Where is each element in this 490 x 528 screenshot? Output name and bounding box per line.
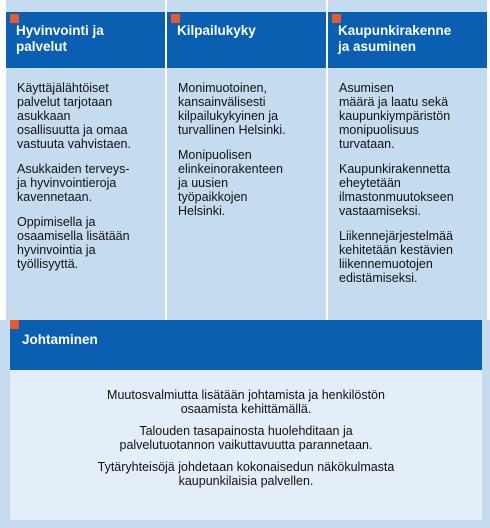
column-kaupunkirakenne <box>328 0 487 320</box>
text-line: työllisyyttä. <box>17 257 79 271</box>
orange-marker-icon <box>10 320 19 329</box>
text-line: kaupunkiympäristön <box>339 109 451 123</box>
text-line: Käyttäjälähtöiset <box>17 81 109 95</box>
orange-marker-icon <box>10 14 19 23</box>
section-paragraph <box>40 424 452 452</box>
column-paragraph <box>339 229 481 285</box>
column-body <box>6 68 165 282</box>
column-header <box>328 12 487 68</box>
column-paragraph <box>178 81 320 137</box>
column-paragraph <box>17 81 159 151</box>
text-line: Oppimisella ja <box>17 215 96 229</box>
text-line: kilpailukykyinen ja <box>178 109 279 123</box>
text-line: Talouden tasapainosta huolehditaan ja <box>139 424 353 438</box>
text-line: osaamista kehittämällä. <box>180 402 312 416</box>
column-kilpailukyky <box>167 0 326 320</box>
text-line: Asumisen <box>339 81 394 95</box>
orange-marker-icon <box>332 14 341 23</box>
text-line: Helsinki. <box>178 204 226 218</box>
column-title-line: palvelut <box>16 39 68 54</box>
text-line: palvelut tarjotaan <box>17 95 113 109</box>
text-line: Monipuolisen <box>178 148 252 162</box>
text-line: kavennetaan. <box>17 190 93 204</box>
text-line: ja uusien <box>178 176 229 190</box>
text-line: turvallinen Helsinki. <box>178 123 286 137</box>
text-line: Tytäryhteisöjä johdetaan kokonaisedun näkökulmasta <box>97 460 395 474</box>
text-line: määrä ja laatu sekä <box>339 95 449 109</box>
column-body <box>167 68 326 229</box>
text-line: turvataan. <box>339 137 395 151</box>
column-paragraph <box>339 162 481 218</box>
text-line: vastaamiseksi. <box>339 204 421 218</box>
text-line: Muutosvalmiutta lisätään johtamista ja henkilöstön <box>107 388 385 402</box>
column-title-line: Hyvinvointi ja <box>16 23 104 38</box>
text-line: osallisuutta ja omaa <box>17 123 128 137</box>
text-line: osaamisella lisätään <box>17 229 130 243</box>
text-line: edistämiseksi. <box>339 271 418 285</box>
column-title-line: Kaupunkirakenne <box>338 23 452 38</box>
column-paragraph <box>17 162 159 204</box>
text-line: ja hyvinvointieroja <box>17 176 117 190</box>
text-line: hyvinvointia ja <box>17 243 96 257</box>
column-header <box>6 12 165 68</box>
text-line: palvelutuotannon vaikuttavuutta parannetaan. <box>119 438 373 452</box>
section-johtaminen <box>0 320 490 528</box>
section-title: Johtaminen <box>22 332 98 347</box>
text-line: asukkaan <box>17 109 71 123</box>
text-line: Kaupunkirakennetta <box>339 162 451 176</box>
column-title-line: Kilpailukyky <box>177 23 256 38</box>
text-line: Monimuotoinen, <box>178 81 267 95</box>
column-body <box>328 68 487 296</box>
text-line: vastuuta vahvistaen. <box>17 137 131 151</box>
text-line: kansainvälisesti <box>178 95 266 109</box>
column-paragraph <box>339 81 481 151</box>
column-paragraph <box>17 215 159 271</box>
text-line: kehitetään kestävien <box>339 243 453 257</box>
text-line: monipuolisuus <box>339 123 419 137</box>
text-line: liikennemuotojen <box>339 257 433 271</box>
text-line: eheytetään <box>339 176 401 190</box>
text-line: Liikennejärjestelmää <box>339 229 453 243</box>
section-header <box>10 320 482 370</box>
column-header <box>167 12 326 68</box>
orange-marker-icon <box>171 14 180 23</box>
text-line: ilmastonmuutokseen <box>339 190 454 204</box>
section-paragraph <box>40 388 452 416</box>
column-hyvinvointi <box>6 0 165 320</box>
column-title-line: ja asuminen <box>338 39 417 54</box>
text-line: elinkeinorakenteen <box>178 162 283 176</box>
text-line: työpaikkojen <box>178 190 248 204</box>
section-paragraph <box>40 460 452 488</box>
column-paragraph <box>178 148 320 218</box>
section-body <box>10 370 482 520</box>
text-line: Asukkaiden terveys- <box>17 162 130 176</box>
text-line: kaupunkilaisia palvellen. <box>178 474 314 488</box>
